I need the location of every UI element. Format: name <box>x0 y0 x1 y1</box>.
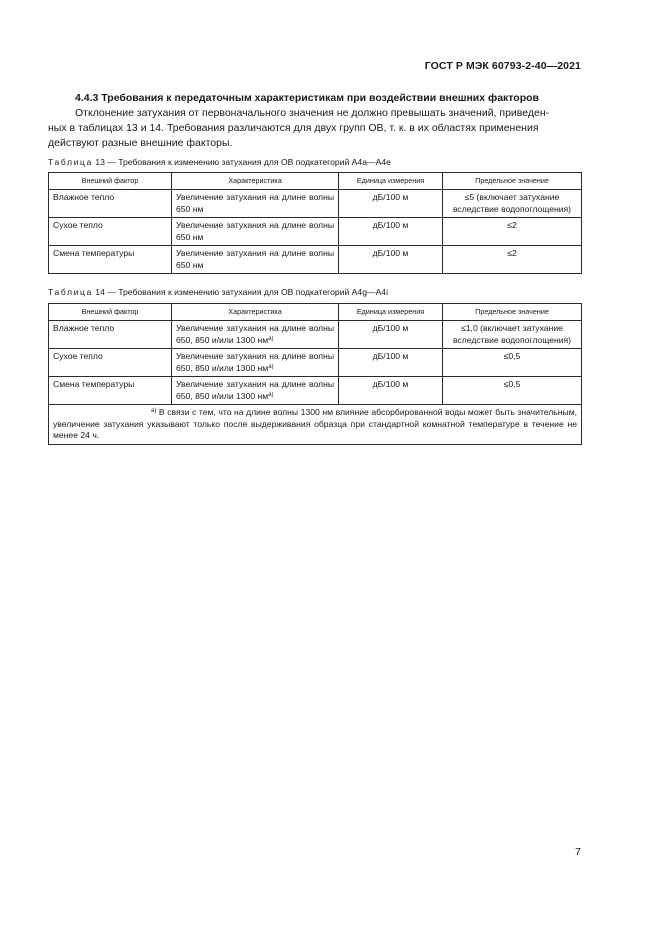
cell-factor: Влажное тепло <box>49 321 172 349</box>
cell-limit: ≤2 <box>443 218 582 246</box>
column-header: Предельное значение <box>443 173 582 190</box>
cell-factor: Смена температуры <box>49 246 172 274</box>
table-14 <box>48 303 582 445</box>
characteristic-text: Увеличение затухания на длине волны 650, 850 и/или 1300 нм <box>176 379 334 401</box>
column-header: Характеристика <box>172 304 339 321</box>
caption-text: 14 — Требования к изменению затухания для ОВ подкатегорий A4g—A4i <box>92 287 388 297</box>
page-number: 7 <box>575 846 581 858</box>
cell-characteristic <box>172 349 339 377</box>
footnote-ref: а) <box>268 363 274 370</box>
paragraph-line: действуют разные внешние факторы. <box>48 137 233 149</box>
caption-prefix: Таблица <box>48 157 93 167</box>
cell-characteristic: Увеличение затухания на длине волны 650 нм <box>172 246 339 274</box>
table-header-row <box>49 304 582 321</box>
paragraph-line: Отклонение затухания от первоначального значения не должно превышать значений, приведен- <box>75 107 550 119</box>
characteristic-text: Увеличение затухания на длине волны 650, 850 и/или 1300 нм <box>176 351 334 373</box>
cell-factor: Влажное тепло <box>49 190 172 218</box>
column-header: Характеристика <box>172 173 339 190</box>
cell-factor: Смена температуры <box>49 377 172 405</box>
cell-unit: дБ/100 м <box>339 377 443 405</box>
cell-factor: Сухое тепло <box>49 349 172 377</box>
column-header: Единица измерения <box>339 173 443 190</box>
table-footnote <box>49 405 582 445</box>
cell-characteristic <box>172 377 339 405</box>
cell-unit: дБ/100 м <box>339 321 443 349</box>
cell-limit: ≤0,5 <box>443 349 582 377</box>
table-row <box>49 377 582 405</box>
cell-characteristic: Увеличение затухания на длине волны 650 нм <box>172 218 339 246</box>
table-row <box>49 349 582 377</box>
table-row <box>49 246 582 274</box>
section-title: 4.4.3 Требования к передаточным характеристикам при воздействии внешних факторов <box>75 92 539 104</box>
table-13 <box>48 172 582 274</box>
document-code-header: ГОСТ Р МЭК 60793-2-40—2021 <box>424 60 581 72</box>
column-header: Внешний фактор <box>49 304 172 321</box>
paragraph-line: ных в таблицах 13 и 14. Требования различаются для двух групп ОВ, т. к. в их областях применения <box>48 122 539 134</box>
cell-factor: Сухое тепло <box>49 218 172 246</box>
table-row <box>49 190 582 218</box>
cell-limit: ≤2 <box>443 246 582 274</box>
footnote-text: В связи с тем, что на длине волны 1300 нм влияние абсорбированной воды может быть значительным, увеличение затухания указывают только после выдерживания образца при стандартной комнатной температуре в течение не менее 24 ч. <box>53 407 577 440</box>
footnote-ref: а) <box>268 391 274 398</box>
cell-characteristic <box>172 321 339 349</box>
characteristic-text: Увеличение затухания на длине волны 650, 850 и/или 1300 нм <box>176 323 334 345</box>
caption-text: 13 — Требования к изменению затухания для ОВ подкатегорий А4а—А4е <box>92 157 391 167</box>
cell-limit: ≤5 (включает затухание вследствие водопоглощения) <box>443 190 582 218</box>
table-footnote-row <box>49 405 582 445</box>
table-header-row <box>49 173 582 190</box>
table-row <box>49 218 582 246</box>
section-paragraph <box>48 106 581 151</box>
column-header: Предельное значение <box>443 304 582 321</box>
footnote-mark: а) <box>151 408 157 414</box>
table-14-caption <box>48 287 388 297</box>
cell-unit: дБ/100 м <box>339 246 443 274</box>
table-13-caption <box>48 157 391 167</box>
cell-unit: дБ/100 м <box>339 218 443 246</box>
column-header: Единица измерения <box>339 304 443 321</box>
cell-characteristic: Увеличение затухания на длине волны 650 нм <box>172 190 339 218</box>
caption-prefix: Таблица <box>48 287 93 297</box>
cell-unit: дБ/100 м <box>339 190 443 218</box>
table-row <box>49 321 582 349</box>
column-header: Внешний фактор <box>49 173 172 190</box>
cell-limit: ≤1,0 (включает затухание вследствие водопоглощения) <box>443 321 582 349</box>
cell-limit: ≤0,5 <box>443 377 582 405</box>
footnote-ref: а) <box>268 335 274 342</box>
cell-unit: дБ/100 м <box>339 349 443 377</box>
